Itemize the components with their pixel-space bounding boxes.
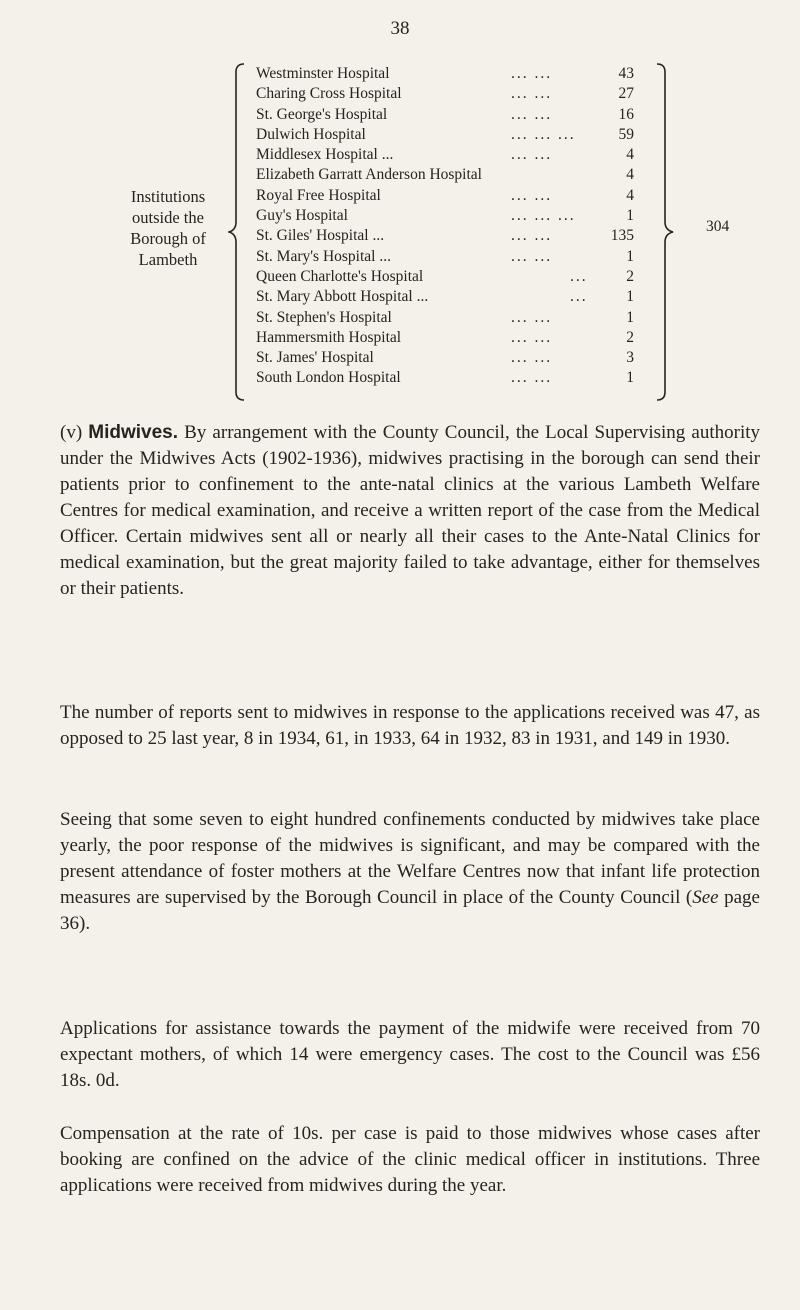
hospital-count: 2 — [626, 328, 634, 346]
hospital-count: 43 — [618, 65, 634, 82]
table-row — [256, 226, 646, 246]
paragraph-text: Seeing that some seven to eight hundred confinements conducted by midwives take place yearly, the poor response of the midwives is significant, and may be compared with the present attendance of foster mothers at the Welfare Centres now that infant life protection measures are supervised by the Borough Council in place of the County Council ( — [60, 809, 760, 908]
confinements-paragraph — [60, 807, 760, 937]
leader-dots: ... ... — [511, 85, 553, 103]
left-brace — [228, 62, 248, 402]
leader-dots: ... ... — [511, 186, 553, 204]
hospital-count: 4 — [626, 186, 634, 204]
hospital-count: 59 — [618, 125, 634, 143]
table-row — [256, 287, 646, 307]
table-row — [256, 308, 646, 328]
hospital-count: 1 — [626, 288, 634, 306]
table-row — [256, 247, 646, 267]
leader-dots: ... ... — [511, 247, 553, 265]
leader-dots: ... ... — [511, 65, 553, 82]
hospital-name: Hammersmith Hospital — [256, 328, 402, 346]
table-row — [256, 64, 646, 84]
hospital-count: 1 — [626, 369, 634, 387]
hospital-name: St. George's Hospital — [256, 105, 388, 123]
hospital-count: 2 — [626, 267, 634, 285]
leader-dots: ... ... — [511, 308, 553, 326]
hospital-count: 4 — [626, 166, 634, 184]
applications-paragraph: Applications for assistance towards the payment of the midwife were received from 70 expectant mothers, of which 14 were emergency cases. The cost to the Council was £56 18s. 0d. — [60, 1018, 760, 1091]
midwives-paragraph — [60, 420, 760, 602]
reports-paragraph: The number of reports sent to midwives in response to the applications received was 47, as opposed to 25 last year, 8 in 1934, 61, in 1933, 64 in 1932, 83 in 1931, and 149 in 1930. — [60, 702, 760, 749]
compensation-paragraph: Compensation at the rate of 10s. per case is paid to those midwives whose cases after booking are confined on the advice of the clinic medical officer in institutions. Three applications were received from midwives during the year. — [60, 1123, 760, 1196]
institutions-label — [108, 186, 228, 270]
hospital-name: St. James' Hospital — [256, 349, 374, 367]
total-count: 304 — [706, 218, 730, 235]
table-row — [256, 125, 646, 145]
table-row — [256, 186, 646, 206]
side-label-line: Lambeth — [138, 250, 198, 269]
leader-dots: ... ... — [511, 105, 553, 123]
leader-dots: ... ... — [511, 146, 553, 164]
section-heading: Midwives. — [88, 422, 179, 443]
table-row — [256, 267, 646, 287]
table-row — [256, 84, 646, 104]
hospital-name: Charing Cross Hospital — [256, 85, 402, 103]
hospital-count: 135 — [610, 227, 634, 245]
hospital-table — [256, 64, 646, 389]
table-row — [256, 328, 646, 348]
hospital-name: St. Mary Abbott Hospital ... — [256, 288, 429, 306]
hospital-name: Guy's Hospital — [256, 207, 348, 225]
table-row — [256, 368, 646, 388]
leader-dots: ... ... — [511, 227, 553, 245]
hospital-count: 1 — [626, 207, 634, 225]
right-brace — [655, 62, 675, 402]
hospital-count: 16 — [618, 105, 634, 123]
side-label-line: Institutions — [130, 187, 206, 206]
side-label-line: outside the — [132, 208, 204, 227]
hospital-name: Elizabeth Garratt Anderson Hospital — [256, 166, 482, 184]
section-lead: (v) — [60, 422, 89, 443]
hospital-name: Dulwich Hospital — [256, 125, 366, 143]
hospital-name: Queen Charlotte's Hospital — [256, 267, 424, 285]
side-label-line: Borough of — [130, 229, 206, 248]
leader-dots: ... ... — [511, 369, 553, 387]
hospital-name: St. Giles' Hospital ... — [256, 227, 385, 245]
hospital-name: South London Hospital — [256, 369, 401, 387]
hospital-name: Royal Free Hospital — [256, 186, 381, 204]
hospital-count: 27 — [618, 85, 634, 103]
leader-dots: ... — [570, 288, 588, 306]
hospital-count: 1 — [626, 247, 634, 265]
leader-dots: ... — [570, 267, 588, 285]
hospital-count: 4 — [626, 146, 634, 164]
paragraph-text: page 36). — [60, 887, 760, 934]
leader-dots: ... ... — [511, 328, 553, 346]
table-row — [256, 206, 646, 226]
hospital-name: Westminster Hospital — [256, 65, 390, 82]
leader-dots: ... ... ... — [511, 207, 576, 225]
table-row — [256, 348, 646, 368]
table-row — [256, 105, 646, 125]
see-reference: See — [692, 887, 719, 908]
hospital-count: 3 — [626, 349, 634, 367]
hospital-count: 1 — [626, 308, 634, 326]
paragraph-text: By arrangement with the County Council, the Local Supervising authority under the Midwives Acts (1902-1936), midwives practising in the borough can send their patients prior to confinement to the ante-natal clinics at the various Lambeth Welfare Centres for medical examination, and receive a written report of the case from the Medical Officer. Certain midwives sent all or nearly all their cases to the Ante-Natal Clinics for medical examination, but the great majority failed to take advantage, either for themselves or their patients. — [60, 422, 761, 599]
hospital-name: St. Stephen's Hospital — [256, 308, 392, 326]
table-row — [256, 145, 646, 165]
table-row — [256, 165, 646, 185]
page-number: 38 — [390, 18, 410, 39]
hospital-name: Middlesex Hospital ... — [256, 146, 394, 164]
leader-dots: ... ... — [511, 349, 553, 367]
leader-dots: ... ... ... — [511, 125, 576, 143]
hospital-name: St. Mary's Hospital ... — [256, 247, 391, 265]
